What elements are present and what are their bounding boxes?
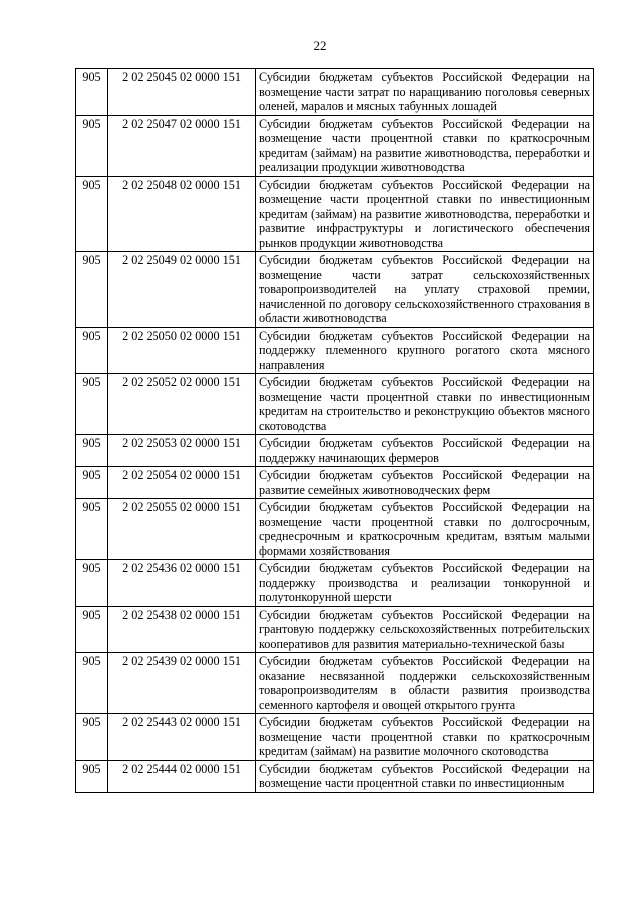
income-code-cell: 2 02 25045 02 0000 151 bbox=[108, 69, 256, 116]
table-row bbox=[76, 653, 594, 714]
description-cell: Субсидии бюджетам субъектов Российской Федерации на возмещение части процентной ставки по долгосрочным, среднесрочным и краткосрочным кредитам, взятым малыми формами хозяйствования bbox=[256, 499, 594, 560]
admin-code-cell: 905 bbox=[76, 653, 108, 714]
income-code-cell: 2 02 25444 02 0000 151 bbox=[108, 760, 256, 792]
admin-code-cell: 905 bbox=[76, 714, 108, 761]
admin-code-cell: 905 bbox=[76, 176, 108, 252]
description-cell: Субсидии бюджетам субъектов Российской Федерации на возмещение части процентной ставки по краткосрочным кредитам (займам) на развитие молочного скотоводства bbox=[256, 714, 594, 761]
table-row bbox=[76, 69, 594, 116]
description-cell: Субсидии бюджетам субъектов Российской Федерации на поддержку производства и реализации тонкорунной и полутонкорунной шерсти bbox=[256, 560, 594, 607]
description-cell: Субсидии бюджетам субъектов Российской Федерации на поддержку племенного крупного рогатого скота мясного направления bbox=[256, 327, 594, 374]
page-number: 22 bbox=[313, 38, 327, 53]
budget-classification-table bbox=[75, 68, 594, 793]
description-cell: Субсидии бюджетам субъектов Российской Федерации на возмещение части процентной ставки по инвестиционным bbox=[256, 760, 594, 792]
description-cell: Субсидии бюджетам субъектов Российской Федерации на развитие семейных животноводческих ферм bbox=[256, 467, 594, 499]
description-cell: Субсидии бюджетам субъектов Российской Федерации на поддержку начинающих фермеров bbox=[256, 435, 594, 467]
admin-code-cell: 905 bbox=[76, 115, 108, 176]
admin-code-cell: 905 bbox=[76, 435, 108, 467]
income-code-cell: 2 02 25439 02 0000 151 bbox=[108, 653, 256, 714]
table-row bbox=[76, 435, 594, 467]
description-cell: Субсидии бюджетам субъектов Российской Федерации на возмещение части процентной ставки по инвестиционным кредитам (займам) на развитие животноводства, переработки и развитие инфраструктуры и логистического обеспечения рынков продукции животноводства bbox=[256, 176, 594, 252]
income-code-cell: 2 02 25055 02 0000 151 bbox=[108, 499, 256, 560]
table-row bbox=[76, 714, 594, 761]
table-row bbox=[76, 115, 594, 176]
description-cell: Субсидии бюджетам субъектов Российской Федерации на грантовую поддержку сельскохозяйственных потребительских кооперативов для развития материально-технической базы bbox=[256, 606, 594, 653]
admin-code-cell: 905 bbox=[76, 374, 108, 435]
income-code-cell: 2 02 25047 02 0000 151 bbox=[108, 115, 256, 176]
admin-code-cell: 905 bbox=[76, 467, 108, 499]
admin-code-cell: 905 bbox=[76, 327, 108, 374]
income-code-cell: 2 02 25443 02 0000 151 bbox=[108, 714, 256, 761]
table-row bbox=[76, 560, 594, 607]
admin-code-cell: 905 bbox=[76, 560, 108, 607]
table-row bbox=[76, 467, 594, 499]
table-body bbox=[76, 69, 594, 793]
income-code-cell: 2 02 25054 02 0000 151 bbox=[108, 467, 256, 499]
table-row bbox=[76, 327, 594, 374]
income-code-cell: 2 02 25048 02 0000 151 bbox=[108, 176, 256, 252]
table-row bbox=[76, 499, 594, 560]
description-cell: Субсидии бюджетам субъектов Российской Федерации на возмещение части процентной ставки по краткосрочным кредитам (займам) на развитие животноводства, переработки и реализации продукции животноводства bbox=[256, 115, 594, 176]
admin-code-cell: 905 bbox=[76, 606, 108, 653]
table-row bbox=[76, 606, 594, 653]
admin-code-cell: 905 bbox=[76, 760, 108, 792]
description-cell: Субсидии бюджетам субъектов Российской Федерации на возмещение части затрат сельскохозяйственных товаропроизводителей на уплату страховой премии, начисленной по договору сельскохозяйственного страхования в области животноводства bbox=[256, 252, 594, 328]
admin-code-cell: 905 bbox=[76, 499, 108, 560]
income-code-cell: 2 02 25052 02 0000 151 bbox=[108, 374, 256, 435]
table-row bbox=[76, 374, 594, 435]
description-cell: Субсидии бюджетам субъектов Российской Федерации на оказание несвязанной поддержки сельскохозяйственным товаропроизводителям в области развития производства семенного картофеля и овощей открытого грунта bbox=[256, 653, 594, 714]
income-code-cell: 2 02 25436 02 0000 151 bbox=[108, 560, 256, 607]
description-cell: Субсидии бюджетам субъектов Российской Федерации на возмещение части затрат по наращиванию поголовья северных оленей, маралов и мясных табунных лошадей bbox=[256, 69, 594, 116]
income-code-cell: 2 02 25053 02 0000 151 bbox=[108, 435, 256, 467]
admin-code-cell: 905 bbox=[76, 252, 108, 328]
description-cell: Субсидии бюджетам субъектов Российской Федерации на возмещение части процентной ставки по инвестиционным кредитам на строительство и реконструкцию объектов мясного скотоводства bbox=[256, 374, 594, 435]
income-code-cell: 2 02 25050 02 0000 151 bbox=[108, 327, 256, 374]
income-code-cell: 2 02 25049 02 0000 151 bbox=[108, 252, 256, 328]
table-row bbox=[76, 176, 594, 252]
table-row bbox=[76, 760, 594, 792]
table-row bbox=[76, 252, 594, 328]
admin-code-cell: 905 bbox=[76, 69, 108, 116]
income-code-cell: 2 02 25438 02 0000 151 bbox=[108, 606, 256, 653]
